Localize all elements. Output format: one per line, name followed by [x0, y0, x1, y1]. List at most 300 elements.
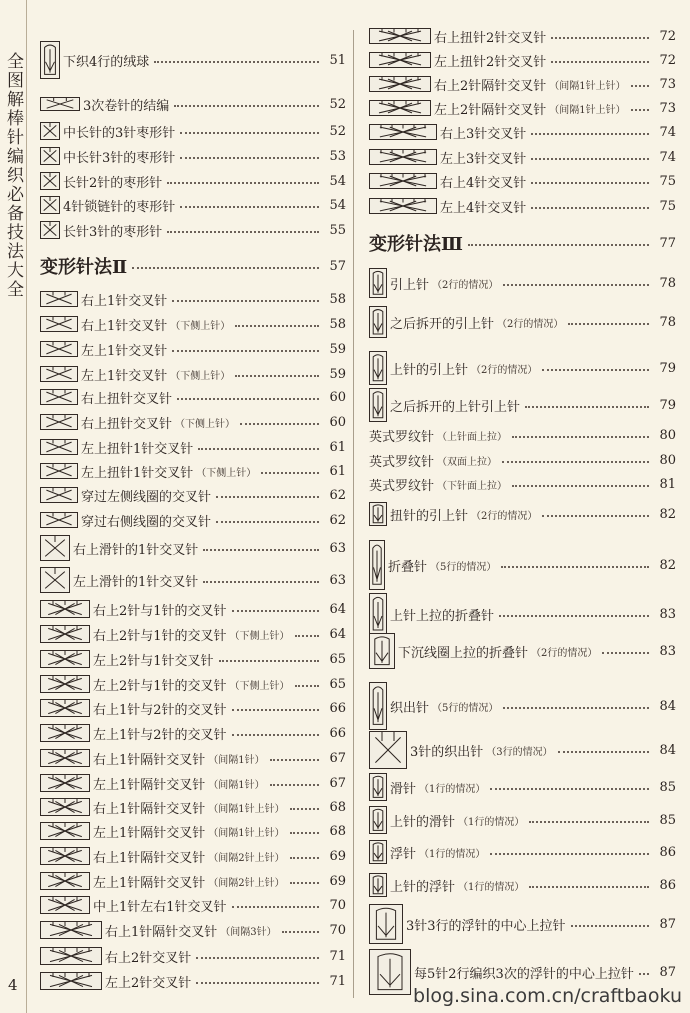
entry-title: 上针上拉的折叠针 [390, 608, 495, 624]
entry-title: 折叠针 [388, 559, 428, 575]
entry-note: （下侧上针） [196, 467, 257, 479]
entry-page-number: 85 [659, 812, 676, 828]
leader-dots [196, 956, 319, 959]
entry-title: 上针的滑针 [390, 814, 456, 830]
entry-title: 右上2针交叉针 [105, 950, 192, 966]
leader-dots [203, 580, 319, 583]
entry-title: 左上1针与2针的交叉针 [93, 727, 227, 743]
entry-note: （间隔3针） [220, 926, 277, 938]
leader-dots [529, 820, 649, 823]
toc-entry[interactable] [369, 311, 676, 333]
toc-entry[interactable] [40, 436, 346, 458]
entry-title: 左上2针与1针交叉针 [93, 653, 214, 669]
leader-dots [290, 856, 319, 859]
entry-title: 左上扭针1针交叉针 [81, 441, 194, 457]
leader-dots [172, 299, 319, 302]
entry-title: 英式罗纹针 [369, 429, 435, 445]
leader-dots [196, 981, 319, 984]
entry-note: （间隔1针） [208, 754, 265, 766]
entry-page-number: 63 [329, 540, 346, 556]
toc-entry[interactable] [40, 255, 346, 277]
page-number: 4 [8, 976, 18, 994]
stitch-symbol-icon [369, 388, 387, 422]
toc-entry[interactable] [369, 146, 676, 168]
toc-entry[interactable] [369, 97, 676, 119]
stitch-symbol-icon [369, 633, 395, 669]
entry-title: 右上扭针交叉针 [81, 391, 173, 407]
entry-note: （2行的情况） [471, 510, 538, 522]
leader-dots [232, 733, 319, 736]
entry-page-number: 68 [329, 823, 346, 839]
entry-title: 左上2针与1针的交叉针 [93, 678, 227, 694]
entry-note: （上针面上拉） [437, 431, 508, 443]
entry-note: （间隔1针上针） [549, 80, 626, 92]
leader-dots [198, 447, 319, 450]
entry-title: 滑针 [390, 781, 417, 797]
leader-dots [240, 422, 319, 425]
entry-page-number: 53 [329, 148, 346, 164]
leader-dots [154, 60, 319, 63]
stitch-symbol-icon [40, 774, 90, 792]
stitch-symbol-icon [40, 221, 60, 239]
stitch-symbol-icon [40, 600, 90, 618]
column-divider [353, 30, 354, 998]
toc-entry[interactable] [40, 598, 346, 620]
leader-dots [232, 708, 319, 711]
stitch-symbol-icon [40, 625, 90, 643]
toc-entry[interactable] [369, 232, 676, 254]
leader-dots [180, 156, 319, 159]
entry-note: （2行的情况） [497, 318, 564, 330]
stitch-symbol-icon [40, 147, 60, 165]
entry-title: 右上扭针交叉针 [81, 416, 173, 432]
toc-entry[interactable] [369, 776, 676, 798]
entry-note: （2行的情况） [531, 647, 598, 659]
leader-dots [290, 831, 319, 834]
entry-page-number: 87 [659, 916, 676, 932]
toc-entry[interactable] [369, 640, 676, 662]
stitch-symbol-icon [369, 198, 437, 214]
entry-title: 左上滑针的1针交叉针 [73, 574, 199, 590]
entry-note: （1行的情况） [419, 783, 486, 795]
entry-title: 之后拆开的引上针 [390, 316, 495, 332]
entry-title: 右上扭针2针交叉针 [434, 30, 547, 46]
entry-note: （间隔1针） [208, 779, 265, 791]
entry-page-number: 54 [329, 197, 346, 213]
toc-entry[interactable] [40, 697, 346, 719]
entry-page-number: 86 [659, 877, 676, 893]
entry-title: 穿过右侧线圈的交叉针 [81, 514, 212, 530]
entry-title: 上针的浮针 [390, 879, 456, 895]
leader-dots [551, 60, 649, 63]
entry-title: 中上1针左右1针交叉针 [93, 899, 227, 915]
toc-entry[interactable] [369, 25, 676, 47]
stitch-symbol-icon [369, 28, 431, 44]
stitch-symbol-icon [40, 487, 78, 503]
stitch-symbol-icon [369, 100, 431, 116]
stitch-symbol-icon [369, 268, 387, 298]
toc-entry[interactable] [40, 747, 346, 769]
entry-page-number: 83 [659, 606, 676, 622]
toc-entry[interactable] [40, 970, 346, 992]
stitch-symbol-icon [369, 682, 387, 730]
entry-title: 右上滑针的1针交叉针 [73, 542, 199, 558]
entry-title: 左上扭针2针交叉针 [434, 54, 547, 70]
stitch-symbol-icon [369, 773, 387, 801]
leader-dots [216, 495, 319, 498]
toc-entry[interactable] [369, 841, 676, 863]
stitch-symbol-icon [40, 972, 102, 990]
entry-title: 右上1针隔针交叉针 [93, 850, 206, 866]
stitch-symbol-icon [369, 52, 431, 68]
entry-page-number: 71 [329, 973, 346, 989]
entry-title: 左上1针交叉针 [81, 368, 168, 384]
entry-page-number: 58 [329, 316, 346, 332]
entry-note: （1行的情况） [458, 881, 525, 893]
entry-title: 每5针2行编织3次的浮针的中心上拉针 [414, 966, 634, 982]
toc-entry[interactable] [40, 386, 346, 408]
stitch-symbol-icon [369, 873, 387, 897]
entry-title: 浮针 [390, 846, 417, 862]
stitch-symbol-icon [40, 196, 60, 214]
entry-note: （2行的情况） [432, 279, 499, 291]
toc-entry[interactable] [369, 473, 676, 495]
toc-entry[interactable] [369, 195, 676, 217]
entry-page-number: 61 [329, 439, 346, 455]
entry-page-number: 54 [329, 173, 346, 189]
toc-entry[interactable] [369, 394, 676, 416]
entry-title: 3次卷针的结编 [83, 98, 170, 114]
leader-dots [235, 374, 319, 377]
leader-dots [525, 405, 649, 408]
entry-note: （下针面上拉） [437, 480, 508, 492]
entry-page-number: 82 [659, 506, 676, 522]
stitch-symbol-icon [369, 306, 387, 338]
stitch-symbol-icon [40, 414, 78, 430]
entry-page-number: 86 [659, 844, 676, 860]
toc-entry[interactable] [40, 288, 346, 310]
toc-entry[interactable] [40, 796, 346, 818]
entry-title: 左上1针隔针交叉针 [93, 875, 206, 891]
entry-title: 英式罗纹针 [369, 454, 435, 470]
entry-title: 右上1针交叉针 [81, 293, 168, 309]
toc-entry[interactable] [40, 820, 346, 842]
entry-page-number: 69 [329, 873, 346, 889]
leader-dots [639, 972, 649, 975]
toc-entry[interactable] [40, 623, 346, 645]
leader-dots [282, 930, 319, 933]
toc-entry[interactable] [40, 772, 346, 794]
leader-dots [270, 758, 319, 761]
toc-entry[interactable] [369, 73, 676, 95]
stitch-symbol-icon [40, 366, 78, 382]
entry-title: 穿过左侧线圈的交叉针 [81, 489, 212, 505]
entry-title: 长针2针的枣形针 [63, 175, 163, 191]
leader-dots [177, 397, 319, 400]
entry-page-number: 83 [659, 643, 676, 659]
entry-page-number: 80 [659, 427, 676, 443]
entry-note: （下侧上针） [175, 418, 236, 430]
entry-title: 织出针 [390, 700, 430, 716]
stitch-symbol-icon [40, 872, 90, 890]
stitch-symbol-icon [40, 341, 78, 357]
entry-page-number: 79 [659, 360, 676, 376]
toc-entry[interactable] [40, 673, 346, 695]
entry-page-number: 64 [329, 601, 346, 617]
entry-page-number: 84 [659, 698, 676, 714]
stitch-symbol-icon [40, 699, 90, 717]
toc-entry[interactable] [40, 313, 346, 335]
entry-title: 变形针法Ⅲ [369, 234, 463, 255]
stitch-symbol-icon [40, 512, 78, 528]
leader-dots [232, 905, 319, 908]
stitch-symbol-icon [40, 724, 90, 742]
entry-note: （间隔1针上针） [208, 827, 285, 839]
leader-dots [531, 206, 649, 209]
leader-dots [290, 881, 319, 884]
stitch-symbol-icon [369, 124, 437, 140]
leader-dots [490, 852, 649, 855]
entry-title: 中长针3针的枣形针 [63, 150, 176, 166]
entry-page-number: 62 [329, 512, 346, 528]
stitch-symbol-icon [40, 291, 78, 307]
entry-title: 右上1针隔针交叉针 [93, 752, 206, 768]
leader-dots [132, 266, 319, 269]
leader-dots [261, 471, 319, 474]
toc-entry[interactable] [40, 509, 346, 531]
toc-entry[interactable] [40, 484, 346, 506]
toc-entry[interactable] [369, 961, 676, 983]
leader-dots [512, 484, 649, 487]
entry-page-number: 59 [329, 366, 346, 382]
entry-page-number: 66 [329, 700, 346, 716]
entry-note: （间隔2针上针） [208, 877, 285, 889]
entry-page-number: 51 [329, 52, 346, 68]
toc-entry[interactable] [40, 894, 346, 916]
entry-note: （3行的情况） [486, 746, 553, 758]
entry-title: 右上2针与1针的交叉针 [93, 603, 227, 619]
leader-dots [499, 614, 649, 617]
toc-entry[interactable] [40, 194, 346, 216]
stitch-symbol-icon [40, 675, 90, 693]
entry-title: 右上2针与1针的交叉针 [93, 628, 227, 644]
entry-title: 4针锁链针的枣形针 [63, 199, 176, 215]
entry-page-number: 73 [659, 100, 676, 116]
leader-dots [602, 651, 649, 654]
entry-title: 左上扭针1针交叉针 [81, 465, 194, 481]
leader-dots [232, 609, 319, 612]
entry-note: （下侧上针） [229, 630, 290, 642]
entry-note: （间隔1针上针） [208, 803, 285, 815]
leader-dots [295, 684, 319, 687]
entry-page-number: 60 [329, 389, 346, 405]
stitch-symbol-icon [369, 806, 387, 834]
entry-page-number: 70 [329, 922, 346, 938]
entry-page-number: 58 [329, 291, 346, 307]
stitch-symbol-icon [369, 76, 431, 92]
entry-title: 左上1针隔针交叉针 [93, 777, 206, 793]
leader-dots [167, 181, 319, 184]
leader-dots [529, 885, 649, 888]
toc-entry[interactable] [40, 93, 346, 115]
entry-page-number: 80 [659, 452, 676, 468]
entry-title: 下沉线圈上拉的折叠针 [398, 645, 529, 661]
toc-entry[interactable] [40, 363, 346, 385]
toc-entry[interactable] [369, 272, 676, 294]
toc-entry[interactable] [369, 739, 676, 761]
toc-entry[interactable] [40, 219, 346, 241]
stitch-symbol-icon [369, 840, 387, 864]
entry-title: 左上2针隔针交叉针 [434, 102, 547, 118]
entry-title: 右上3针交叉针 [440, 126, 527, 142]
stitch-symbol-icon [369, 731, 407, 769]
entry-page-number: 60 [329, 414, 346, 430]
toc-entry[interactable] [369, 503, 676, 525]
entry-page-number: 57 [329, 258, 346, 274]
toc-entry[interactable] [40, 170, 346, 192]
stitch-symbol-icon [40, 463, 78, 479]
toc-entry[interactable] [369, 357, 676, 379]
stitch-symbol-icon [369, 904, 403, 944]
entry-title: 上针的引上针 [390, 362, 469, 378]
entry-page-number: 64 [329, 626, 346, 642]
toc-entry[interactable] [40, 120, 346, 142]
stitch-symbol-icon [40, 316, 78, 332]
toc-entry[interactable] [40, 870, 346, 892]
entry-title: 右上2针隔针交叉针 [434, 78, 547, 94]
toc-entry[interactable] [40, 537, 346, 559]
toc-entry[interactable] [369, 554, 676, 576]
leader-dots [568, 322, 649, 325]
stitch-symbol-icon [40, 847, 90, 865]
leader-dots [180, 205, 319, 208]
entry-title: 长针3针的枣形针 [63, 224, 163, 240]
toc-entry[interactable] [40, 722, 346, 744]
entry-note: （1行的情况） [419, 848, 486, 860]
leader-dots [631, 108, 649, 111]
toc-entry[interactable] [40, 569, 346, 591]
entry-page-number: 63 [329, 572, 346, 588]
stitch-symbol-icon [369, 173, 437, 189]
entry-title: 变形针法Ⅱ [40, 257, 128, 278]
entry-title: 右上4针交叉针 [440, 175, 527, 191]
toc-entry[interactable] [369, 913, 676, 935]
stitch-symbol-icon [369, 949, 411, 995]
toc-entry[interactable] [369, 603, 676, 625]
entry-page-number: 52 [329, 123, 346, 139]
entry-page-number: 72 [659, 28, 676, 44]
entry-page-number: 67 [329, 750, 346, 766]
entry-note: （下侧上针） [170, 320, 231, 332]
entry-note: （5行的情况） [432, 702, 499, 714]
toc-entry[interactable] [40, 648, 346, 670]
toc-entry[interactable] [40, 145, 346, 167]
stitch-symbol-icon [40, 947, 102, 965]
entry-page-number: 67 [329, 775, 346, 791]
leader-dots [203, 548, 319, 551]
toc-entry[interactable] [369, 874, 676, 896]
entry-page-number: 74 [659, 149, 676, 165]
entry-page-number: 61 [329, 463, 346, 479]
leader-dots [631, 84, 649, 87]
stitch-symbol-icon [369, 502, 387, 526]
toc-entry[interactable] [40, 919, 346, 941]
leader-dots [167, 230, 319, 233]
stitch-symbol-icon [40, 389, 78, 405]
toc-entry[interactable] [40, 338, 346, 360]
stitch-symbol-icon [369, 593, 387, 635]
entry-page-number: 78 [659, 314, 676, 330]
toc-entry[interactable] [369, 809, 676, 831]
leader-dots [490, 787, 649, 790]
stitch-symbol-icon [369, 149, 437, 165]
leader-dots [219, 659, 319, 662]
toc-entry[interactable] [40, 945, 346, 967]
entry-title: 右上1针交叉针 [81, 318, 168, 334]
entry-page-number: 85 [659, 779, 676, 795]
entry-note: （间隔1针上针） [549, 104, 626, 116]
entry-page-number: 52 [329, 96, 346, 112]
entry-title: 右上1针与2针的交叉针 [93, 702, 227, 718]
toc-entry[interactable] [369, 695, 676, 717]
entry-note: （双面上拉） [437, 456, 498, 468]
stitch-symbol-icon [40, 822, 90, 840]
toc-entry[interactable] [40, 460, 346, 482]
toc-entry[interactable] [369, 170, 676, 192]
leader-dots [290, 807, 319, 810]
leader-dots [174, 104, 319, 107]
entry-page-number: 73 [659, 76, 676, 92]
entry-page-number: 75 [659, 198, 676, 214]
entry-page-number: 78 [659, 275, 676, 291]
entry-page-number: 87 [659, 964, 676, 980]
entry-title: 左上4针交叉针 [440, 200, 527, 216]
entry-page-number: 75 [659, 173, 676, 189]
entry-title: 之后拆开的上针引上针 [390, 399, 521, 415]
stitch-symbol-icon [40, 41, 60, 79]
toc-entry[interactable] [40, 49, 346, 71]
entry-page-number: 77 [659, 235, 676, 251]
entry-title: 左上2针交叉针 [105, 975, 192, 991]
book-title: 全图解棒针编织必备技法大全 [3, 52, 23, 299]
entry-page-number: 69 [329, 848, 346, 864]
leader-dots [571, 924, 649, 927]
toc-entry[interactable] [369, 449, 676, 471]
entry-title: 左上1针交叉针 [81, 343, 168, 359]
leader-dots [468, 243, 649, 246]
entry-title: 3针3行的浮针的中心上拉针 [406, 918, 566, 934]
toc-entry[interactable] [369, 49, 676, 71]
leader-dots [503, 283, 649, 286]
leader-dots [180, 131, 319, 134]
toc-entry[interactable] [369, 424, 676, 446]
toc-entry[interactable] [40, 411, 346, 433]
stitch-symbol-icon [40, 921, 102, 939]
entry-page-number: 65 [329, 676, 346, 692]
entry-title: 右上1针隔针交叉针 [105, 924, 218, 940]
leader-dots [531, 157, 649, 160]
entry-page-number: 71 [329, 948, 346, 964]
entry-page-number: 55 [329, 222, 346, 238]
leader-dots [542, 368, 649, 371]
leader-dots [172, 349, 319, 352]
toc-entry[interactable] [40, 845, 346, 867]
leader-dots [512, 435, 649, 438]
toc-entry[interactable] [369, 121, 676, 143]
entry-title: 中长针的3针枣形针 [63, 125, 176, 141]
entry-title: 左上3针交叉针 [440, 151, 527, 167]
leader-dots [531, 181, 649, 184]
